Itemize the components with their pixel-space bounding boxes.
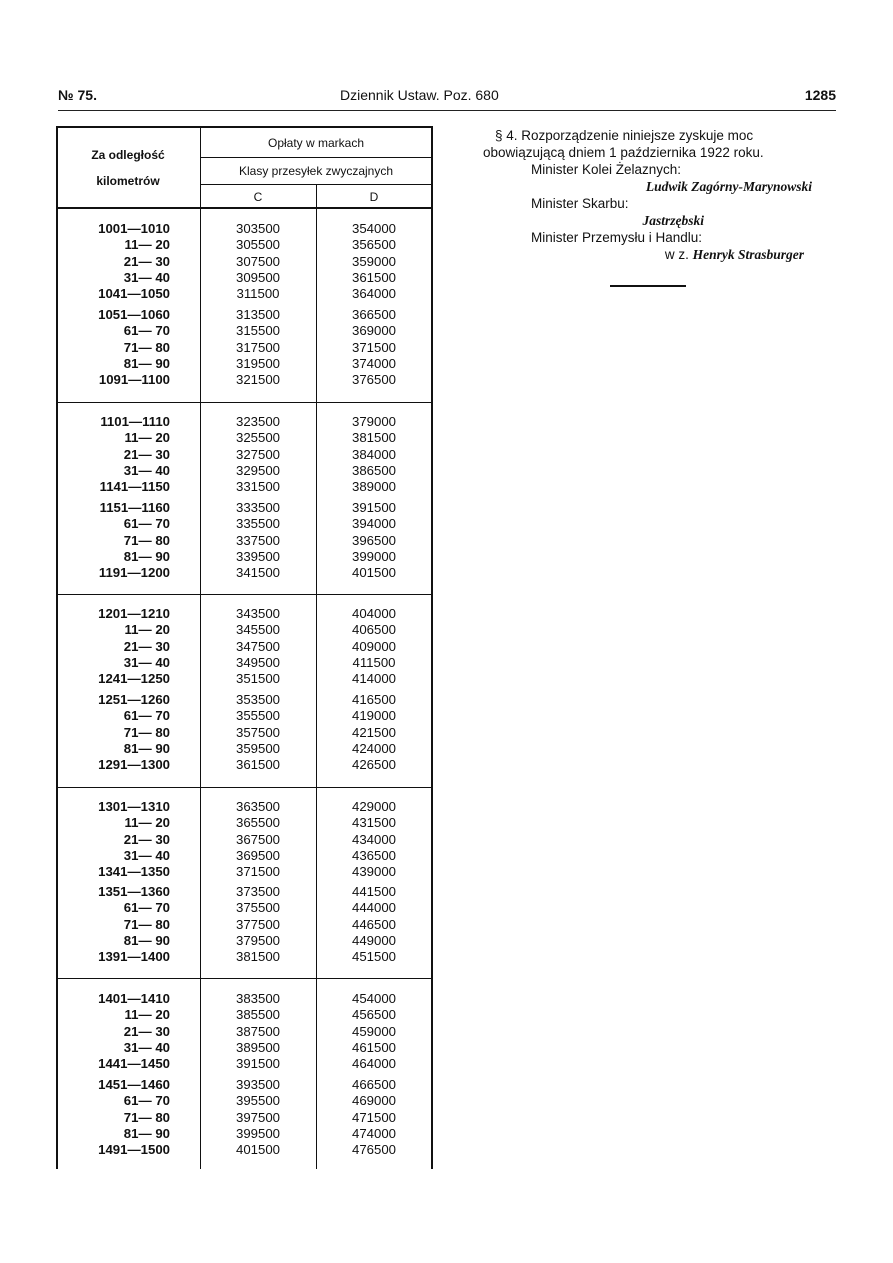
km-header-line1: Za odległość xyxy=(91,148,165,162)
fee-d-group: 454000 456500 459000 461500 464000 xyxy=(351,991,396,1072)
km-group: 1201—1210 11— 20 21— 30 31— 40 1241—1250 xyxy=(98,606,170,687)
running-header xyxy=(58,87,836,109)
km-group: 1251—1260 61— 70 71— 80 81— 90 1291—1300 xyxy=(98,692,170,773)
signatory-name: Henryk Strasburger xyxy=(692,247,804,262)
fee-c-group: 313500 315500 317500 319500 321500 xyxy=(235,307,280,388)
fee-c-group: 373500 375500 377500 379500 381500 xyxy=(235,884,280,965)
fee-d-group: 429000 431500 434000 436500 439000 xyxy=(351,799,396,880)
km-group: 1301—1310 11— 20 21— 30 31— 40 1341—1350 xyxy=(98,799,170,880)
signature-prefix: w z. xyxy=(664,247,693,262)
signature-role: Minister Kolei Żelaznych: xyxy=(531,162,682,177)
km-group: 1151—1160 61— 70 71— 80 81— 90 1191—1200 xyxy=(98,500,170,581)
fee-d-group: 366500 369000 371500 374000 376500 xyxy=(351,307,396,388)
fee-c-group: 343500 345500 347500 349500 351500 xyxy=(235,606,280,687)
header-bottom-rule xyxy=(56,207,433,209)
fee-c-group: 363500 365500 367500 369500 371500 xyxy=(235,799,280,880)
table-top-border xyxy=(56,126,433,128)
km-header-line2: kilometrów xyxy=(96,174,160,188)
fee-c-group: 323500 325500 327500 329500 331500 xyxy=(235,414,280,495)
journal-title: Dziennik Ustaw. Poz. 680 xyxy=(340,87,499,103)
km-group: 1001—1010 11— 20 21— 30 31— 40 1041—1050 xyxy=(98,221,170,302)
signature-name xyxy=(483,178,812,195)
signatory-name: Jastrzębski xyxy=(642,213,704,228)
fee-d-group: 391500 394000 396500 399000 401500 xyxy=(351,500,396,581)
fee-d-group: 416500 419000 421500 424000 426500 xyxy=(351,692,396,773)
fee-c-group: 333500 335500 337500 339500 341500 xyxy=(235,500,280,581)
fee-d-group: 404000 406500 409000 411500 414000 xyxy=(351,606,396,687)
class-c-header: C xyxy=(253,190,263,204)
km-group: 1101—1110 11— 20 21— 30 31— 40 1141—1150 xyxy=(99,414,170,495)
section-rule-1 xyxy=(56,402,433,403)
classes-header: Klasy przesyłek zwyczajnych xyxy=(238,164,394,178)
km-group: 1451—1460 61— 70 71— 80 81— 90 1491—1500 xyxy=(98,1077,170,1158)
fee-c-group: 383500 385500 387500 389500 391500 xyxy=(235,991,280,1072)
fee-d-group: 379000 381500 384000 386500 389000 xyxy=(351,414,396,495)
section-rule-2 xyxy=(56,594,433,595)
closing-provisions xyxy=(483,127,838,287)
fee-d-group: 441500 444000 446500 449000 451500 xyxy=(351,884,396,965)
km-group: 1051—1060 61— 70 71— 80 81— 90 1091—1100 xyxy=(98,307,170,388)
signatory-name: Ludwik Zagórny-Marynowski xyxy=(645,179,812,194)
fee-d-group: 466500 469000 471500 474000 476500 xyxy=(351,1077,396,1158)
header-rule xyxy=(58,110,836,111)
classes-header-rule xyxy=(200,184,433,185)
fee-c-group: 353500 355500 357500 359500 361500 xyxy=(235,692,280,773)
tariff-table xyxy=(56,126,433,1169)
page-number: 1285 xyxy=(804,87,836,103)
fees-header: Opłaty w markach xyxy=(267,136,365,150)
signature-name xyxy=(483,212,704,229)
end-rule xyxy=(610,285,686,287)
km-group: 1351—1360 61— 70 71— 80 81— 90 1391—1400 xyxy=(98,884,170,965)
fees-header-rule xyxy=(200,157,433,158)
signature-role: Minister Przemysłu i Handlu: xyxy=(531,230,703,245)
fee-c-group: 303500 305500 307500 309500 311500 xyxy=(235,221,280,302)
fee-c-group: 393500 395500 397500 399500 401500 xyxy=(235,1077,280,1158)
section-rule-3 xyxy=(56,787,433,788)
section-rule-4 xyxy=(56,978,433,979)
signature-name xyxy=(483,246,804,263)
issue-number: № 75. xyxy=(58,87,97,103)
fee-d-group: 354000 356500 359000 361500 364000 xyxy=(351,221,396,302)
signature-role: Minister Skarbu: xyxy=(531,196,629,211)
km-group: 1401—1410 11— 20 21— 30 31— 40 1441—1450 xyxy=(98,991,170,1072)
class-d-header: D xyxy=(369,190,379,204)
paragraph-4: § 4. Rozporządzenie niniejsze zyskuje moc obowiązującą dniem 1 października 1922 roku. xyxy=(483,128,764,160)
